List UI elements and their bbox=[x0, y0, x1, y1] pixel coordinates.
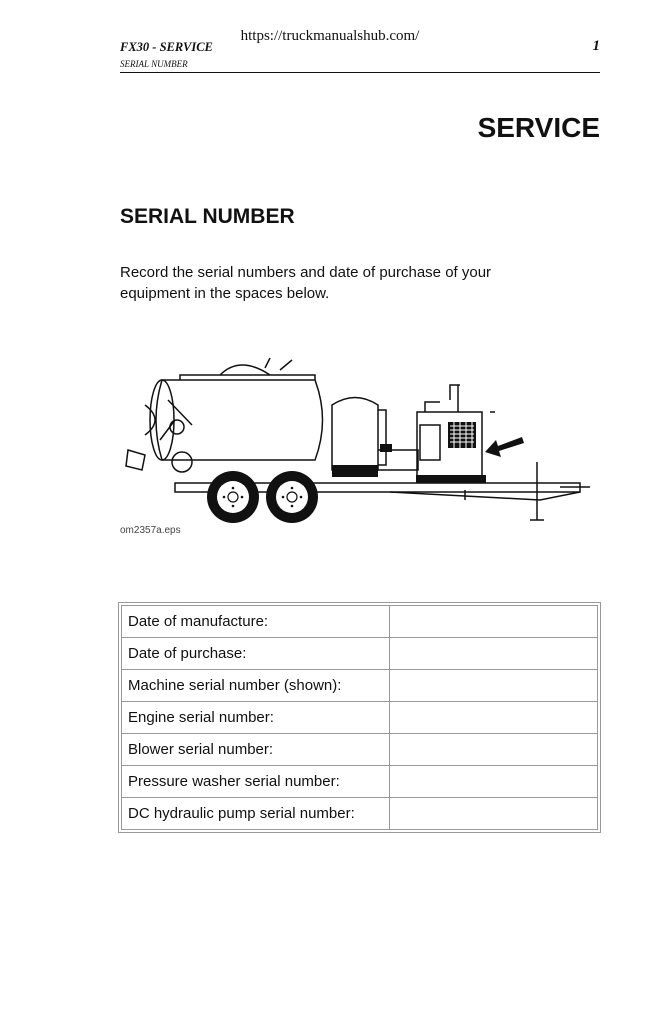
serial-field-value[interactable] bbox=[390, 606, 598, 638]
header-section-label: SERIAL NUMBER bbox=[120, 59, 188, 69]
table-row bbox=[122, 766, 598, 798]
serial-field-value[interactable] bbox=[390, 702, 598, 734]
table-row bbox=[122, 798, 598, 830]
vacuum-trailer-illustration bbox=[120, 340, 600, 535]
header-page-number: 1 bbox=[592, 38, 600, 54]
table-row bbox=[122, 638, 598, 670]
subsection-title: SERIAL NUMBER bbox=[120, 205, 295, 228]
serial-field-value[interactable] bbox=[390, 734, 598, 766]
header-doc-title: FX30 - SERVICE bbox=[120, 40, 213, 54]
intro-paragraph: Record the serial numbers and date of purchase of your equipment in the spaces below. bbox=[120, 264, 492, 302]
serial-field-label: Machine serial number (shown): bbox=[122, 670, 390, 702]
table-row bbox=[122, 702, 598, 734]
serial-field-label: Date of purchase: bbox=[122, 638, 390, 670]
figure-caption: om2357a.eps bbox=[120, 525, 181, 536]
serial-field-label: Date of manufacture: bbox=[122, 606, 390, 638]
serial-field-value[interactable] bbox=[390, 638, 598, 670]
header-url[interactable]: https://truckmanualshub.com/ bbox=[240, 28, 420, 44]
serial-number-table bbox=[118, 602, 601, 833]
serial-field-label: Pressure washer serial number: bbox=[122, 766, 390, 798]
serial-field-value[interactable] bbox=[390, 766, 598, 798]
table-row bbox=[122, 734, 598, 766]
table-row bbox=[122, 606, 598, 638]
header-rule bbox=[120, 72, 600, 73]
pointer-arrow-icon bbox=[485, 437, 524, 457]
serial-field-value[interactable] bbox=[390, 670, 598, 702]
serial-field-label: Blower serial number: bbox=[122, 734, 390, 766]
serial-field-label: Engine serial number: bbox=[122, 702, 390, 734]
serial-field-label: DC hydraulic pump serial number: bbox=[122, 798, 390, 830]
serial-field-value[interactable] bbox=[390, 798, 598, 830]
table-row bbox=[122, 670, 598, 702]
section-title: SERVICE bbox=[477, 112, 600, 143]
